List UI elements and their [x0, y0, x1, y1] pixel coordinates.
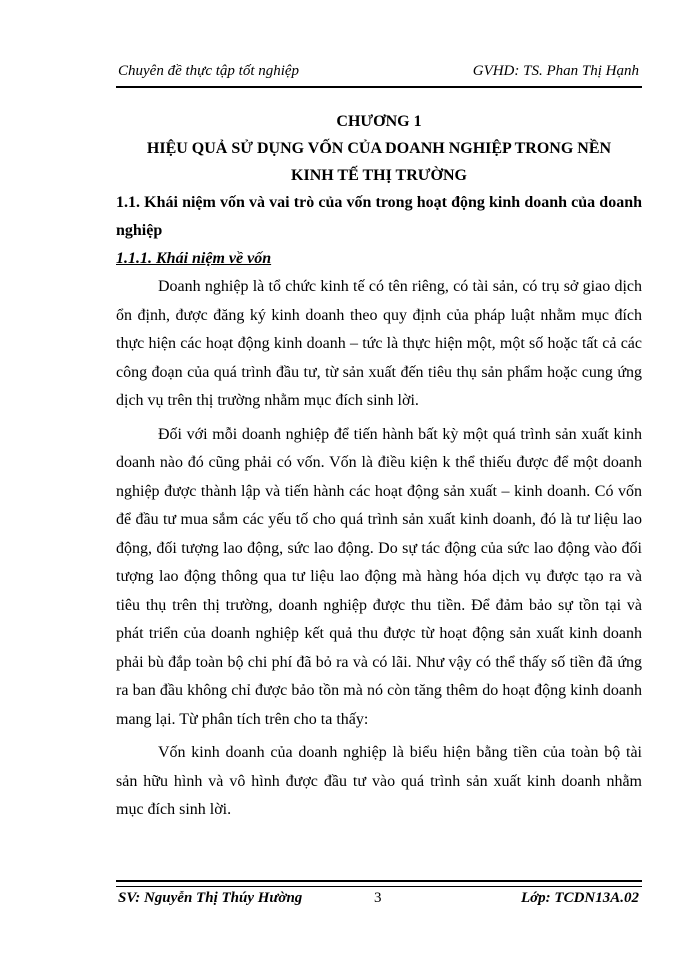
footer-student: SV: Nguyễn Thị Thúy Hường — [118, 890, 303, 906]
subsection-heading: 1.1.1. Khái niệm về vốn — [116, 250, 272, 267]
body-paragraph: Đối với mỗi doanh nghiệp để tiến hành bất kỳ một quá trình sản xuất kinh doanh nào đó cũng phải có vốn. Vốn là điều kiện k thể thiếu được để một doanh nghiệp được thành lập và tiến hành các hoạt động sản xuất – kinh doanh. Có vốn để đầu tư mua sắm các yếu tố cho quá trình sản xuất kinh doanh, đó là tư liệu lao động, đối tượng lao động, sức lao động. Do sự tác động của sức lao động vào đối tượng lao động thông qua tư liệu lao động mà hàng hóa dịch vụ được tạo ra và tiêu thụ trên thị trường, doanh nghiệp được thu tiền. Để đảm bảo sự tồn tại và phát triển của doanh nghiệp kết quả thu được từ hoạt động sản xuất kinh doanh phải bù đắp toàn bộ chi phí đã bỏ ra và có lãi. Như vậy có thể thấy số tiền đã ứng ra ban đầu không chỉ được bảo tồn mà nó còn tăng thêm do hoạt động kinh doanh mang lại. Từ phân tích trên cho ta thấy: — [116, 425, 642, 728]
header-course-title: Chuyên đề thực tập tốt nghiệp — [118, 63, 300, 79]
header-supervisor: GVHD: TS. Phan Thị Hạnh — [472, 63, 639, 79]
page-number: 3 — [374, 890, 382, 906]
footer-class: Lớp: TCDN13A.02 — [520, 890, 639, 906]
body-paragraph: Vốn kinh doanh của doanh nghiệp là biểu hiện bằng tiền của toàn bộ tài sản hữu hình và vô hình được đầu tư vào quá trình sản xuất kinh doanh nhằm mục đích sinh lời. — [116, 744, 642, 818]
chapter-title-line-2: KINH TẾ THỊ TRƯỜNG — [291, 167, 467, 184]
body-paragraph: Doanh nghiệp là tổ chức kinh tế có tên riêng, có tài sản, có trụ sở giao dịch ổn định, được đăng ký kinh doanh theo quy định của pháp luật nhằm mục đích thực hiện các hoạt động kinh doanh – tức là thực hiện một, một số hoặc tất cả các công đoạn của quá trình đầu tư, từ sản xuất đến tiêu thụ sản phẩm hoặc cung ứng dịch vụ trên thị trường nhằm mục đích sinh lời. — [116, 278, 642, 409]
footer-divider — [116, 880, 642, 887]
chapter-heading: CHƯƠNG 1 — [336, 113, 422, 130]
page-body — [116, 108, 642, 830]
chapter-title-line-1: HIỆU QUẢ SỬ DỤNG VỐN CỦA DOANH NGHIỆP TRONG NỀN — [146, 140, 612, 157]
section-heading: 1.1. Khái niệm vốn và vai trò của vốn trong hoạt động kinh doanh của doanh nghiệp — [116, 194, 642, 239]
page-footer — [118, 890, 639, 910]
header-divider — [116, 86, 642, 88]
page-header — [118, 63, 639, 83]
